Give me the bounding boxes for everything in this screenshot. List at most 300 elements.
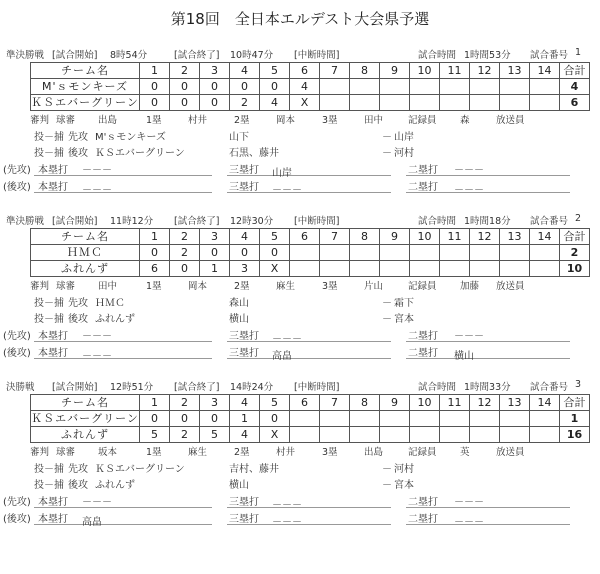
round-label: 準決勝戦 (6, 50, 45, 61)
inning-score (440, 245, 470, 261)
inning-score (410, 411, 440, 427)
inning-score (530, 95, 560, 111)
inning-score (320, 427, 350, 443)
inning-header: 2 (170, 63, 200, 79)
battery-bottom-pitchers: 横山 (229, 480, 249, 491)
inning-header: 6 (290, 63, 320, 79)
bottom-homerun: －－－ (82, 185, 112, 196)
game-no-value: 2 (575, 213, 582, 224)
first-base-umpire: 村井 (188, 115, 208, 126)
bottom-double: －－－ (454, 185, 484, 196)
team-header: チーム名 (31, 229, 140, 245)
inning-score: 2 (170, 245, 200, 261)
inning-score (470, 245, 500, 261)
inning-score (410, 261, 440, 277)
battery-label: 投－捕 (34, 132, 64, 143)
inning-header: 1 (140, 395, 170, 411)
inning-score: 5 (140, 427, 170, 443)
inning-score (530, 79, 560, 95)
recorder-name: 森 (460, 115, 470, 126)
inning-score: 0 (170, 261, 200, 277)
bottom-triple: 高畠 (272, 351, 292, 362)
inning-score: 0 (140, 245, 170, 261)
home-plate-label: 球審 (56, 115, 76, 126)
battery-bottom-team: ふれんず (95, 314, 135, 325)
battery-bottom-pitchers: 石黒、藤井 (229, 148, 279, 159)
inning-header: 12 (470, 229, 500, 245)
inning-score (380, 411, 410, 427)
start-label: [試合開始] (52, 216, 98, 227)
inning-score: 1 (200, 261, 230, 277)
start-time: 11時12分 (110, 216, 154, 227)
team-row (31, 79, 590, 95)
end-label: [試合終了] (174, 50, 220, 61)
team-header: チーム名 (31, 395, 140, 411)
total-score: 10 (560, 261, 590, 277)
duration-value: 1時間18分 (464, 216, 511, 227)
inning-score (320, 95, 350, 111)
battery-top-catcher: 河村 (394, 464, 414, 475)
triple-label: 三塁打 (229, 497, 259, 508)
inning-score: 0 (200, 79, 230, 95)
home-plate-umpire: 坂本 (98, 447, 118, 458)
inning-score: 0 (170, 411, 200, 427)
inning-score: 0 (230, 79, 260, 95)
home-plate-umpire: 田中 (98, 281, 118, 292)
inning-score (320, 245, 350, 261)
start-time: 12時51分 (110, 382, 154, 393)
dash: － (382, 464, 392, 475)
top-label: 先攻 (68, 298, 88, 309)
break-label: [中断時間] (294, 382, 340, 393)
game-meta (0, 379, 600, 393)
inning-score (440, 411, 470, 427)
bottom-label: 後攻 (68, 480, 88, 491)
inning-score (320, 79, 350, 95)
inning-score: 3 (230, 261, 260, 277)
inning-score (440, 79, 470, 95)
game-no-value: 3 (575, 379, 582, 390)
inning-header: 7 (320, 229, 350, 245)
second-base-label: 2塁 (234, 447, 250, 458)
inning-score: 0 (260, 411, 290, 427)
duration-label: 試合時間 (418, 50, 457, 61)
inning-score: X (260, 261, 290, 277)
total-score: 4 (560, 79, 590, 95)
game-meta (0, 47, 600, 61)
dash: － (382, 314, 392, 325)
start-label: [試合開始] (52, 382, 98, 393)
bottom-triple: －－－ (272, 185, 302, 196)
team-name: ふれんず (31, 427, 140, 443)
bottom-label: 後攻 (68, 314, 88, 325)
hits-bottom-row (0, 177, 600, 196)
battery-label: 投－捕 (34, 314, 64, 325)
total-score: 2 (560, 245, 590, 261)
bottom-triple: －－－ (272, 517, 302, 528)
battery-top-pitchers: 森山 (229, 298, 249, 309)
battery-top-team: M'ｓモンキーズ (95, 132, 166, 143)
third-base-label: 3塁 (322, 115, 338, 126)
game-no-label: 試合番号 (530, 50, 569, 61)
hits-bottom-row (0, 343, 600, 362)
battery-top-row (0, 294, 600, 308)
inning-score (290, 245, 320, 261)
umpire-label: 審判 (30, 447, 50, 458)
announcer-label: 放送員 (496, 447, 525, 458)
inning-header: 8 (350, 63, 380, 79)
bottom-homerun: －－－ (82, 351, 112, 362)
inning-score (440, 95, 470, 111)
first-base-label: 1塁 (146, 281, 162, 292)
inning-score: 1 (230, 411, 260, 427)
inning-header: 2 (170, 395, 200, 411)
inning-header: 5 (260, 229, 290, 245)
dash: － (382, 148, 392, 159)
third-base-umpire: 田中 (364, 115, 384, 126)
battery-bottom-team: ＫＳエバーグリーン (95, 148, 185, 159)
battery-top-pitchers: 山下 (229, 132, 249, 143)
battery-top-catcher: 霜下 (394, 298, 414, 309)
inning-header: 13 (500, 395, 530, 411)
total-score: 6 (560, 95, 590, 111)
inning-header: 14 (530, 229, 560, 245)
hits-bottom-row (0, 509, 600, 528)
inning-score (500, 95, 530, 111)
top-triple: －－－ (272, 500, 302, 511)
battery-top-team: ＨＭＣ (95, 298, 125, 309)
battery-bottom-team: ふれんず (95, 480, 135, 491)
game-no-label: 試合番号 (530, 382, 569, 393)
inning-score (470, 95, 500, 111)
inning-score (410, 79, 440, 95)
battery-bottom-row (0, 144, 600, 158)
inning-header: 11 (440, 63, 470, 79)
inning-header: 4 (230, 229, 260, 245)
inning-header: 4 (230, 63, 260, 79)
inning-header: 7 (320, 395, 350, 411)
inning-score (350, 79, 380, 95)
top-paren-label: (先攻) (3, 331, 31, 342)
umpires-row (0, 278, 600, 292)
inning-header: 14 (530, 63, 560, 79)
team-row (31, 411, 590, 427)
inning-score (410, 95, 440, 111)
inning-header: 9 (380, 63, 410, 79)
end-time: 12時30分 (230, 216, 274, 227)
end-time: 14時24分 (230, 382, 274, 393)
battery-bottom-catcher: 宮本 (394, 314, 414, 325)
break-label: [中断時間] (294, 216, 340, 227)
battery-bottom-catcher: 河村 (394, 148, 414, 159)
triple-label: 三塁打 (229, 348, 259, 359)
first-base-label: 1塁 (146, 447, 162, 458)
inning-score (350, 427, 380, 443)
team-row (31, 427, 590, 443)
inning-score: 4 (290, 79, 320, 95)
inning-score (470, 79, 500, 95)
third-base-umpire: 片山 (364, 281, 384, 292)
home-plate-label: 球審 (56, 447, 76, 458)
bottom-double: －－－ (454, 517, 484, 528)
inning-header: 5 (260, 395, 290, 411)
inning-score (440, 427, 470, 443)
top-triple: 山岸 (272, 168, 292, 179)
inning-score: 5 (200, 427, 230, 443)
inning-score: 0 (140, 95, 170, 111)
duration-value: 1時間53分 (464, 50, 511, 61)
inning-header: 11 (440, 229, 470, 245)
inning-score (410, 427, 440, 443)
round-label: 準決勝戦 (6, 216, 45, 227)
first-base-umpire: 麻生 (188, 447, 208, 458)
end-label: [試合終了] (174, 216, 220, 227)
inning-header: 9 (380, 395, 410, 411)
triple-label: 三塁打 (229, 514, 259, 525)
announcer-label: 放送員 (496, 281, 525, 292)
bottom-label: 後攻 (68, 148, 88, 159)
battery-bottom-catcher: 宮本 (394, 480, 414, 491)
bottom-paren-label: (後攻) (3, 182, 31, 193)
recorder-label: 記録員 (408, 447, 437, 458)
round-label: 決勝戦 (6, 382, 35, 393)
inning-score: 2 (230, 95, 260, 111)
game-no-value: 1 (575, 47, 582, 58)
team-row (31, 245, 590, 261)
third-base-label: 3塁 (322, 447, 338, 458)
battery-top-catcher: 山岸 (394, 132, 414, 143)
inning-header: 4 (230, 395, 260, 411)
inning-score (410, 245, 440, 261)
inning-score (350, 95, 380, 111)
bottom-homerun: 高畠 (82, 517, 102, 528)
battery-bottom-row (0, 476, 600, 490)
inning-score (470, 261, 500, 277)
inning-score: 0 (170, 79, 200, 95)
home-plate-label: 球審 (56, 281, 76, 292)
homerun-label: 本塁打 (38, 514, 68, 525)
total-score: 1 (560, 411, 590, 427)
recorder-label: 記録員 (408, 115, 437, 126)
hits-top-row (0, 492, 600, 511)
umpire-label: 審判 (30, 281, 50, 292)
second-base-umpire: 村井 (276, 447, 296, 458)
inning-score (380, 261, 410, 277)
battery-top-team: ＫＳエバーグリーン (95, 464, 185, 475)
inning-score (530, 427, 560, 443)
inning-score: 0 (140, 411, 170, 427)
homerun-label: 本塁打 (38, 331, 68, 342)
inning-score (350, 411, 380, 427)
top-homerun: －－－ (82, 165, 112, 176)
second-base-label: 2塁 (234, 281, 250, 292)
inning-score (290, 427, 320, 443)
team-row (31, 95, 590, 111)
umpires-row (0, 444, 600, 458)
inning-score: 0 (140, 79, 170, 95)
inning-score: 0 (260, 79, 290, 95)
recorder-name: 加藤 (460, 281, 480, 292)
top-homerun: －－－ (82, 331, 112, 342)
inning-score (530, 411, 560, 427)
double-label: 二塁打 (408, 497, 438, 508)
duration-value: 1時間33分 (464, 382, 511, 393)
inning-score: 0 (200, 95, 230, 111)
triple-label: 三塁打 (229, 331, 259, 342)
second-base-umpire: 岡本 (276, 115, 296, 126)
inning-score (380, 245, 410, 261)
dash: － (382, 480, 392, 491)
hits-top-row (0, 326, 600, 345)
inning-score: 4 (230, 427, 260, 443)
inning-header: 10 (410, 229, 440, 245)
inning-header: 13 (500, 229, 530, 245)
inning-header: 1 (140, 63, 170, 79)
inning-score (350, 245, 380, 261)
end-label: [試合終了] (174, 382, 220, 393)
first-base-umpire: 岡本 (188, 281, 208, 292)
inning-score: 0 (170, 95, 200, 111)
homerun-label: 本塁打 (38, 182, 68, 193)
battery-bottom-pitchers: 横山 (229, 314, 249, 325)
inning-score: 6 (140, 261, 170, 277)
second-base-umpire: 麻生 (276, 281, 296, 292)
game-no-label: 試合番号 (530, 216, 569, 227)
double-label: 二塁打 (408, 514, 438, 525)
inning-header: 5 (260, 63, 290, 79)
page-title: 第18回 全日本エルデスト大会県予選 (170, 10, 430, 28)
battery-bottom-row (0, 310, 600, 324)
inning-header: 8 (350, 229, 380, 245)
battery-top-row (0, 128, 600, 142)
top-triple: －－－ (272, 334, 302, 345)
inning-header: 7 (320, 63, 350, 79)
inning-header: 2 (170, 229, 200, 245)
third-base-label: 3塁 (322, 281, 338, 292)
start-label: [試合開始] (52, 50, 98, 61)
inning-score (320, 261, 350, 277)
duration-label: 試合時間 (418, 216, 457, 227)
inning-header: 12 (470, 395, 500, 411)
inning-header: 13 (500, 63, 530, 79)
hits-top-row (0, 160, 600, 179)
total-header: 合計 (560, 63, 590, 79)
homerun-label: 本塁打 (38, 165, 68, 176)
scoreboard-header-row (31, 395, 590, 411)
inning-header: 10 (410, 395, 440, 411)
battery-label: 投－捕 (34, 480, 64, 491)
inning-score (380, 95, 410, 111)
triple-label: 三塁打 (229, 182, 259, 193)
triple-label: 三塁打 (229, 165, 259, 176)
duration-label: 試合時間 (418, 382, 457, 393)
home-plate-umpire: 出島 (98, 115, 118, 126)
inning-header: 6 (290, 395, 320, 411)
team-row (31, 261, 590, 277)
inning-header: 3 (200, 395, 230, 411)
inning-score (500, 261, 530, 277)
total-header: 合計 (560, 395, 590, 411)
dash: － (382, 132, 392, 143)
inning-score: 2 (170, 427, 200, 443)
break-label: [中断時間] (294, 50, 340, 61)
top-homerun: －－－ (82, 497, 112, 508)
top-double: －－－ (454, 165, 484, 176)
dash: － (382, 298, 392, 309)
inning-score (530, 245, 560, 261)
team-name: ＫＳエバーグリーン (31, 412, 139, 425)
inning-score (470, 427, 500, 443)
inning-score (350, 261, 380, 277)
bottom-paren-label: (後攻) (3, 514, 31, 525)
scoreboard-header-row (31, 63, 590, 79)
total-header: 合計 (560, 229, 590, 245)
inning-score (320, 411, 350, 427)
inning-header: 12 (470, 63, 500, 79)
top-paren-label: (先攻) (3, 165, 31, 176)
inning-score (500, 79, 530, 95)
inning-score (500, 245, 530, 261)
inning-score (500, 411, 530, 427)
inning-score: 4 (260, 95, 290, 111)
bottom-paren-label: (後攻) (3, 348, 31, 359)
battery-top-row (0, 460, 600, 474)
homerun-label: 本塁打 (38, 348, 68, 359)
scoreboard-table (30, 394, 590, 443)
inning-score (440, 261, 470, 277)
inning-score (500, 427, 530, 443)
inning-score: 0 (230, 245, 260, 261)
inning-score (380, 427, 410, 443)
inning-score: 0 (200, 245, 230, 261)
end-time: 10時47分 (230, 50, 274, 61)
team-header: チーム名 (31, 63, 140, 79)
top-paren-label: (先攻) (3, 497, 31, 508)
inning-header: 8 (350, 395, 380, 411)
double-label: 二塁打 (408, 182, 438, 193)
umpires-row (0, 112, 600, 126)
inning-header: 14 (530, 395, 560, 411)
battery-top-pitchers: 吉村、藤井 (229, 464, 279, 475)
top-double: －－－ (454, 331, 484, 342)
inning-header: 3 (200, 229, 230, 245)
recorder-name: 英 (460, 447, 470, 458)
team-name: ふれんず (31, 261, 140, 277)
battery-label: 投－捕 (34, 298, 64, 309)
umpire-label: 審判 (30, 115, 50, 126)
inning-score (380, 79, 410, 95)
bottom-double: 横山 (454, 351, 474, 362)
homerun-label: 本塁打 (38, 497, 68, 508)
inning-score (290, 411, 320, 427)
game-meta (0, 213, 600, 227)
inning-score (470, 411, 500, 427)
inning-header: 11 (440, 395, 470, 411)
inning-score: X (290, 95, 320, 111)
scoreboard-header-row (31, 229, 590, 245)
inning-score (290, 261, 320, 277)
team-name: ＨＭＣ (31, 245, 140, 261)
inning-score: X (260, 427, 290, 443)
scoreboard-table (30, 62, 590, 111)
double-label: 二塁打 (408, 331, 438, 342)
double-label: 二塁打 (408, 165, 438, 176)
second-base-label: 2塁 (234, 115, 250, 126)
battery-label: 投－捕 (34, 464, 64, 475)
total-score: 16 (560, 427, 590, 443)
recorder-label: 記録員 (408, 281, 437, 292)
top-double: －－－ (454, 497, 484, 508)
